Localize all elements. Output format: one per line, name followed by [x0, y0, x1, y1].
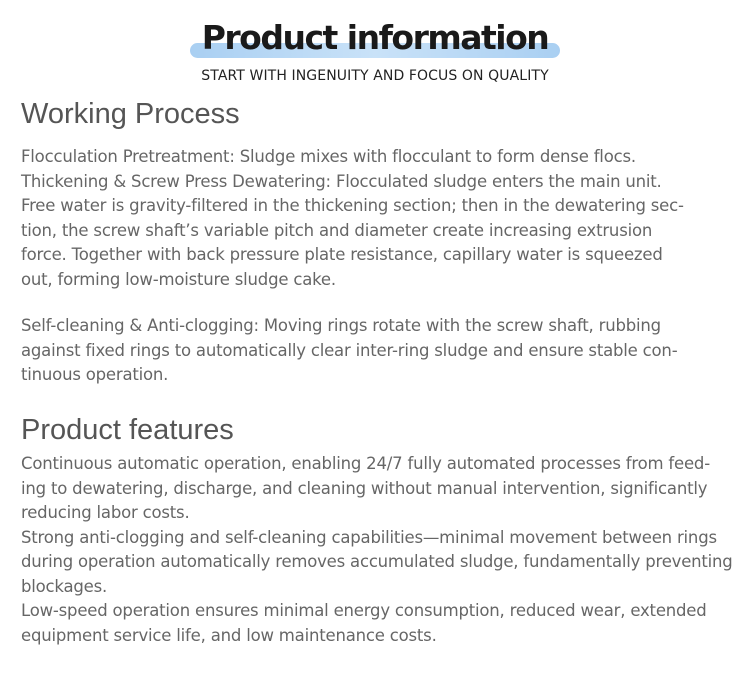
text-line: during operation automatically removes accumulated sludge, fundamentally preventing: [21, 552, 733, 571]
text-line: blockages.: [21, 576, 108, 596]
text-line: Low-speed operation ensures minimal energy consumption, reduced wear, extended: [21, 601, 707, 620]
page-header: [0, 0, 750, 95]
text-line: Self-cleaning & Anti-clogging: Moving rings rotate with the screw shaft, rubbing: [21, 316, 661, 335]
text-line: out, forming low-moisture sludge cake.: [21, 269, 336, 289]
page-title: Product information: [201, 18, 549, 57]
working-process-paragraph-2: [21, 314, 733, 388]
text-line: ing to dewatering, discharge, and cleaning without manual intervention, significantly: [21, 478, 708, 498]
title-block: [190, 10, 560, 60]
text-line: Free water is gravity-filtered in the thickening section; then in the dewatering sec-: [21, 196, 684, 215]
text-line: Thickening & Screw Press Dewatering: Flocculated sludge enters the main unit.: [21, 171, 662, 191]
text-line: tinuous operation.: [21, 365, 169, 384]
text-line: tion, the screw shaft’s variable pitch and diameter create increasing extrusion: [21, 220, 653, 240]
text-line: against fixed rings to automatically clear inter-ring sludge and ensure stable con-: [21, 340, 678, 360]
text-line: Flocculation Pretreatment: Sludge mixes with flocculant to form dense flocs.: [21, 147, 636, 166]
product-features-heading: Product features: [21, 414, 234, 446]
page-subtitle: START WITH INGENUITY AND FOCUS ON QUALITY: [201, 68, 549, 84]
text-line: equipment service life, and low maintenance costs.: [21, 625, 437, 645]
product-features-list: [21, 452, 733, 648]
text-line: Continuous automatic operation, enabling 24/7 fully automated processes from feed-: [21, 454, 710, 473]
working-process-heading: Working Process: [21, 98, 240, 130]
working-process-paragraph-1: [21, 145, 733, 292]
text-line: Strong anti-clogging and self-cleaning capabilities—minimal movement between rings: [21, 527, 717, 547]
text-line: reducing labor costs.: [21, 503, 190, 522]
text-line: force. Together with back pressure plate resistance, capillary water is squeezed: [21, 245, 663, 264]
